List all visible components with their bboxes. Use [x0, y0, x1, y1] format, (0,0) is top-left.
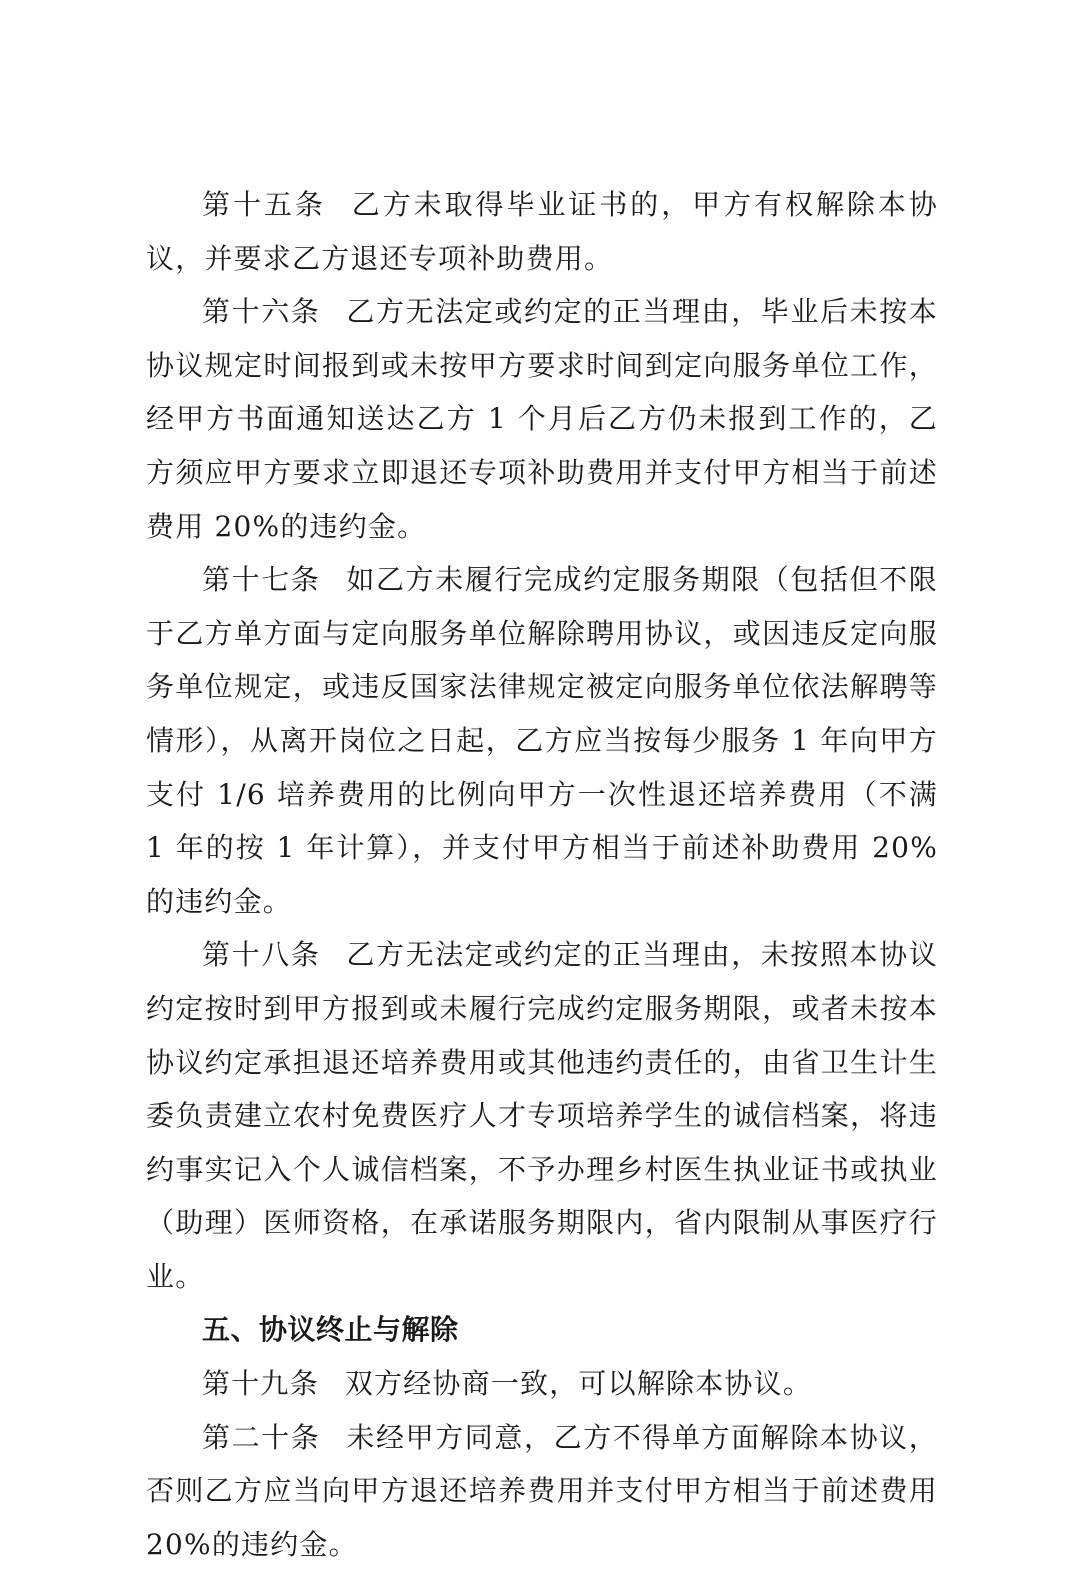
article-19 [146, 1357, 938, 1411]
article-text: 双方经协商一致，可以解除本协议。 [344, 1367, 813, 1401]
article-17 [146, 553, 938, 928]
article-label: 第十六条 [202, 295, 321, 329]
article-label: 第二十条 [202, 1420, 321, 1454]
article-text: 未经甲方同意，乙方不得单方面解除本协议，否则乙方应当向甲方退还培养费用并支付甲方相当于前述费用 20%的违约金。 [146, 1420, 938, 1561]
article-15 [146, 178, 938, 285]
article-text: 乙方无法定或约定的正当理由，未按照本协议约定按时到甲方报到或未履行完成约定服务期限，或者未按本协议约定承担退还培养费用或其他违约责任的，由省卫生计生委负责建立农村免费医疗人才专项培养学生的诚信档案，将违约事实记入个人诚信档案，不予办理乡村医生执业证书或执业（助理）医师资格，在承诺服务期限内，省内限制从事医疗行业。 [146, 938, 938, 1293]
article-18 [146, 928, 938, 1303]
article-label: 第十九条 [202, 1367, 319, 1401]
article-text: 乙方未取得毕业证书的，甲方有权解除本协议，并要求乙方退还专项补助费用。 [146, 188, 938, 275]
article-label: 第十七条 [202, 563, 321, 597]
article-16 [146, 285, 938, 553]
article-text: 如乙方未履行完成约定服务期限（包括但不限于乙方单方面与定向服务单位解除聘用协议，或因违反定向服务单位规定，或违反国家法律规定被定向服务单位依法解聘等情形），从离开岗位之日起，乙方应当按每少服务 1 年向甲方支付 1/6 培养费用的比例向甲方一次性退还培养费用（不满 1 年的按 1 年计算），并支付甲方相当于前述补助费用 20%的违约金。 [146, 563, 938, 918]
section-heading: 五、协议终止与解除 [202, 1313, 459, 1347]
article-text: 乙方无法定或约定的正当理由，毕业后未按本协议规定时间报到或未按甲方要求时间到定向服务单位工作，经甲方书面通知送达乙方 1 个月后乙方仍未报到工作的，乙方须应甲方要求立即退还专项补助费用并支付甲方相当于前述费用 20%的违约金。 [146, 295, 938, 543]
article-label: 第十八条 [202, 938, 321, 972]
article-20 [146, 1411, 938, 1571]
document-page [146, 178, 938, 1571]
article-label: 第十五条 [202, 188, 326, 221]
